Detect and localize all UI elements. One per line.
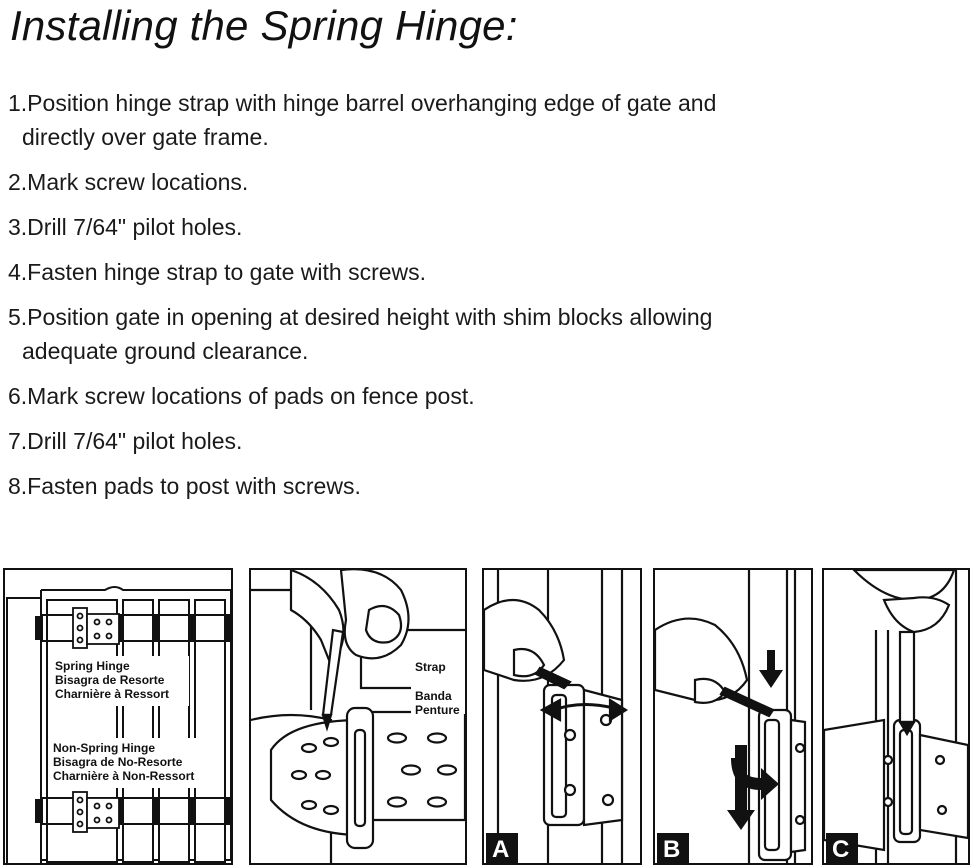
hand-graphic bbox=[884, 597, 949, 632]
step-a-panel bbox=[482, 568, 642, 865]
step-text: 4.Fasten hinge strap to gate with screws. bbox=[8, 259, 427, 285]
step-text: 1.Position hinge strap with hinge barrel overhanging edge of gate and bbox=[8, 90, 717, 116]
step-c-badge-label: C bbox=[832, 836, 850, 863]
step-text: 7.Drill 7/64" pilot holes. bbox=[8, 428, 243, 454]
strap-label-fr: Penture bbox=[415, 703, 460, 717]
spring-hinge-label-es: Bisagra de Resorte bbox=[55, 673, 165, 687]
step-text: 5.Position gate in opening at desired height with shim blocks allowing bbox=[8, 304, 713, 330]
screwdriver-graphic bbox=[900, 632, 914, 722]
step-b-panel bbox=[653, 568, 813, 865]
mark-screws-illustration bbox=[251, 570, 465, 863]
step-item bbox=[8, 469, 958, 503]
spring-hinge-label-fr: Charnière à Ressort bbox=[55, 687, 170, 701]
strap-label-es: Banda bbox=[415, 689, 452, 703]
step-item bbox=[8, 86, 958, 154]
step-b-illustration bbox=[655, 570, 811, 863]
step-text: 8.Fasten pads to post with screws. bbox=[8, 473, 361, 499]
step-text-continued: adequate ground clearance. bbox=[22, 338, 309, 364]
mark-screws-panel bbox=[249, 568, 467, 865]
gate-overview-panel bbox=[3, 568, 233, 865]
step-item bbox=[8, 210, 958, 244]
step-a-illustration bbox=[484, 570, 640, 863]
non-spring-hinge-label-en: Non-Spring Hinge bbox=[53, 741, 155, 755]
gate-overview-illustration bbox=[5, 570, 231, 863]
spring-hinge-label-en: Spring Hinge bbox=[55, 659, 130, 673]
step-c-illustration bbox=[824, 570, 968, 863]
step-item bbox=[8, 255, 958, 289]
step-c-panel bbox=[822, 568, 970, 865]
non-spring-hinge-graphic bbox=[73, 792, 119, 832]
step-item bbox=[8, 300, 958, 368]
spring-hinge-graphic bbox=[73, 608, 119, 648]
non-spring-hinge-label-fr: Charnière à Non-Ressort bbox=[53, 769, 195, 783]
step-item bbox=[8, 165, 958, 199]
step-text: 3.Drill 7/64" pilot holes. bbox=[8, 214, 243, 240]
step-item bbox=[8, 379, 958, 413]
non-spring-hinge-label-es: Bisagra de No-Resorte bbox=[53, 755, 183, 769]
down-arrow-icon bbox=[759, 650, 783, 688]
step-b-badge-label: B bbox=[663, 836, 681, 863]
page-title: Installing the Spring Hinge: bbox=[10, 2, 518, 49]
step-text: 2.Mark screw locations. bbox=[8, 169, 249, 195]
step-item bbox=[8, 424, 958, 458]
step-text-continued: directly over gate frame. bbox=[22, 124, 269, 150]
instruction-list bbox=[8, 86, 958, 514]
strap-label-en: Strap bbox=[415, 660, 446, 674]
illustration-strip bbox=[0, 568, 972, 868]
step-a-badge-label: A bbox=[492, 836, 510, 863]
step-text: 6.Mark screw locations of pads on fence post. bbox=[8, 383, 475, 409]
